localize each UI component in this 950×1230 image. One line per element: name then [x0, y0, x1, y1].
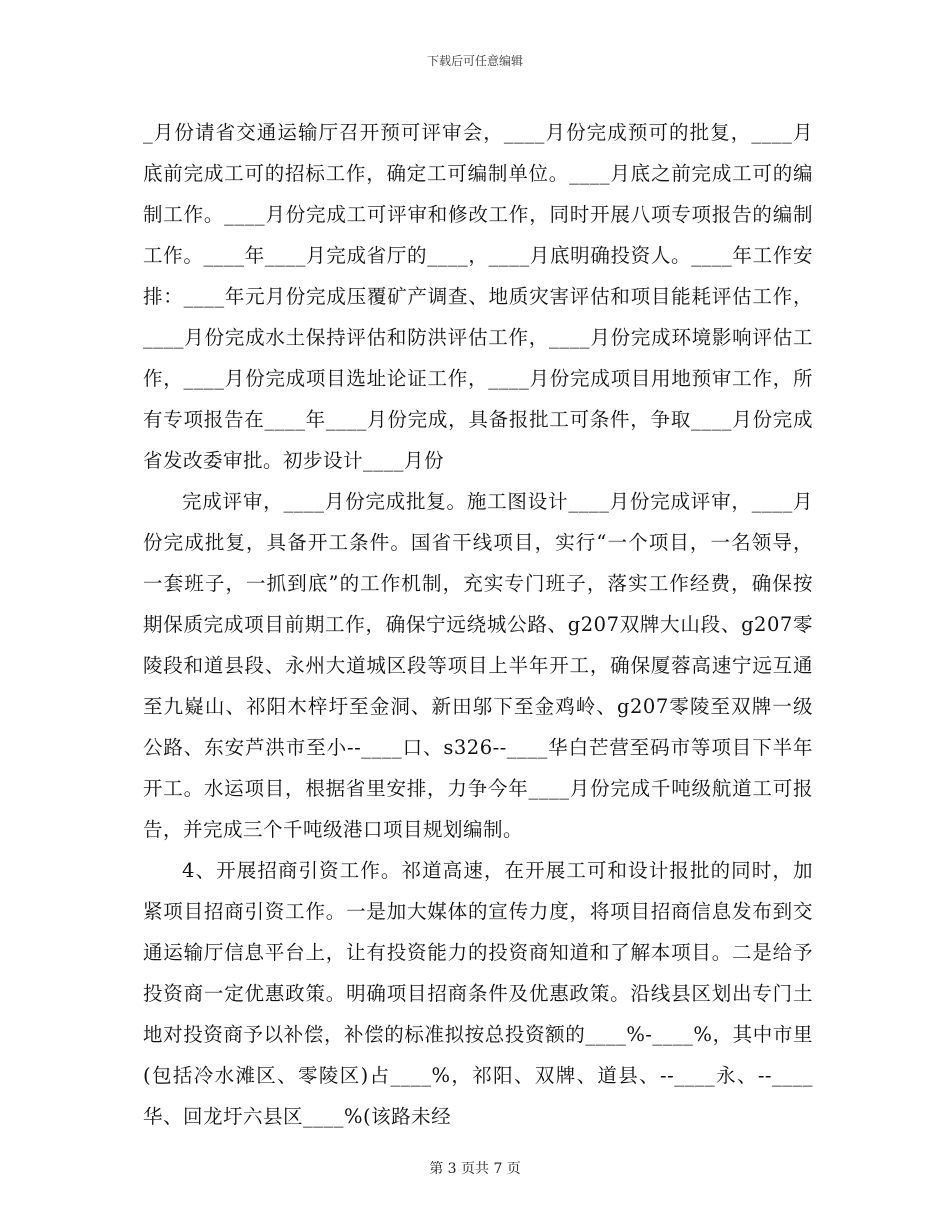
page-footer: 第 3 页共 7 页 [429, 1161, 521, 1177]
page-header: 下载后可任意编辑 [426, 54, 523, 68]
paragraph-1: _月份请省交通运输厅召开预可评审会，____月份完成预可的批复，____月底前完成工可的招标工作，确定工可编制单位。____月底之前完成工可的编制工作。____月份完成工可评审和修改工作，同时开展八项专项报告的编制工作。____年____月完成省厅的____，____月底明确投资人。____年工作安排：____年元月份完成压覆矿产调查、地质灾害评估和项目能耗评估工作，____月份完成水土保持评估和防洪评估工作，____月份完成环境影响评估工作，____月份完成项目选址论证工作，____月份完成项目用地预审工作，所有专项报告在____年____月份完成，具备报批工可条件，争取____月份完成省发改委审批。初步设计____月份 [143, 121, 813, 472]
document-body [143, 112, 813, 1137]
paragraph-2: 完成评审，____月份完成批复。施工图设计____月份完成评审，____月份完成批复，具备开工条件。国省干线项目，实行“一个项目，一名领导，一套班子，一抓到底”的工作机制，充实专门班子，落实工作经费，确保按期保质完成项目前期工作，确保宁远绕城公路、g207双牌大山段、g207零陵段和道县段、永州大道城区段等项目上半年开工，确保厦蓉高速宁远互通至九嶷山、祁阳木梓圩至金洞、新田邬下至金鸡岭、g207零陵至双牌一级公路、东安芦洪市至小--____口、s326--____华白芒营至码市等项目下半年开工。水运项目，根据省里安排，力争今年____月份完成千吨级航道工可报告，并完成三个千吨级港口项目规划编制。 [143, 490, 813, 841]
paragraph-3: 4、开展招商引资工作。祁道高速，在开展工可和设计报批的同时，加紧项目招商引资工作。一是加大媒体的宣传力度，将项目招商信息发布到交通运输厅信息平台上，让有投资能力的投资商知道和了解本项目。二是给予投资商一定优惠政策。明确项目招商条件及优惠政策。沿线县区划出专门土地对投资商予以补偿，补偿的标准拟按总投资额的____%-____%，其中市里(包括冷水滩区、零陵区)占____%，祁阳、双牌、道县、--____永、--____华、回龙圩六县区____%(该路未经 [143, 859, 813, 1128]
